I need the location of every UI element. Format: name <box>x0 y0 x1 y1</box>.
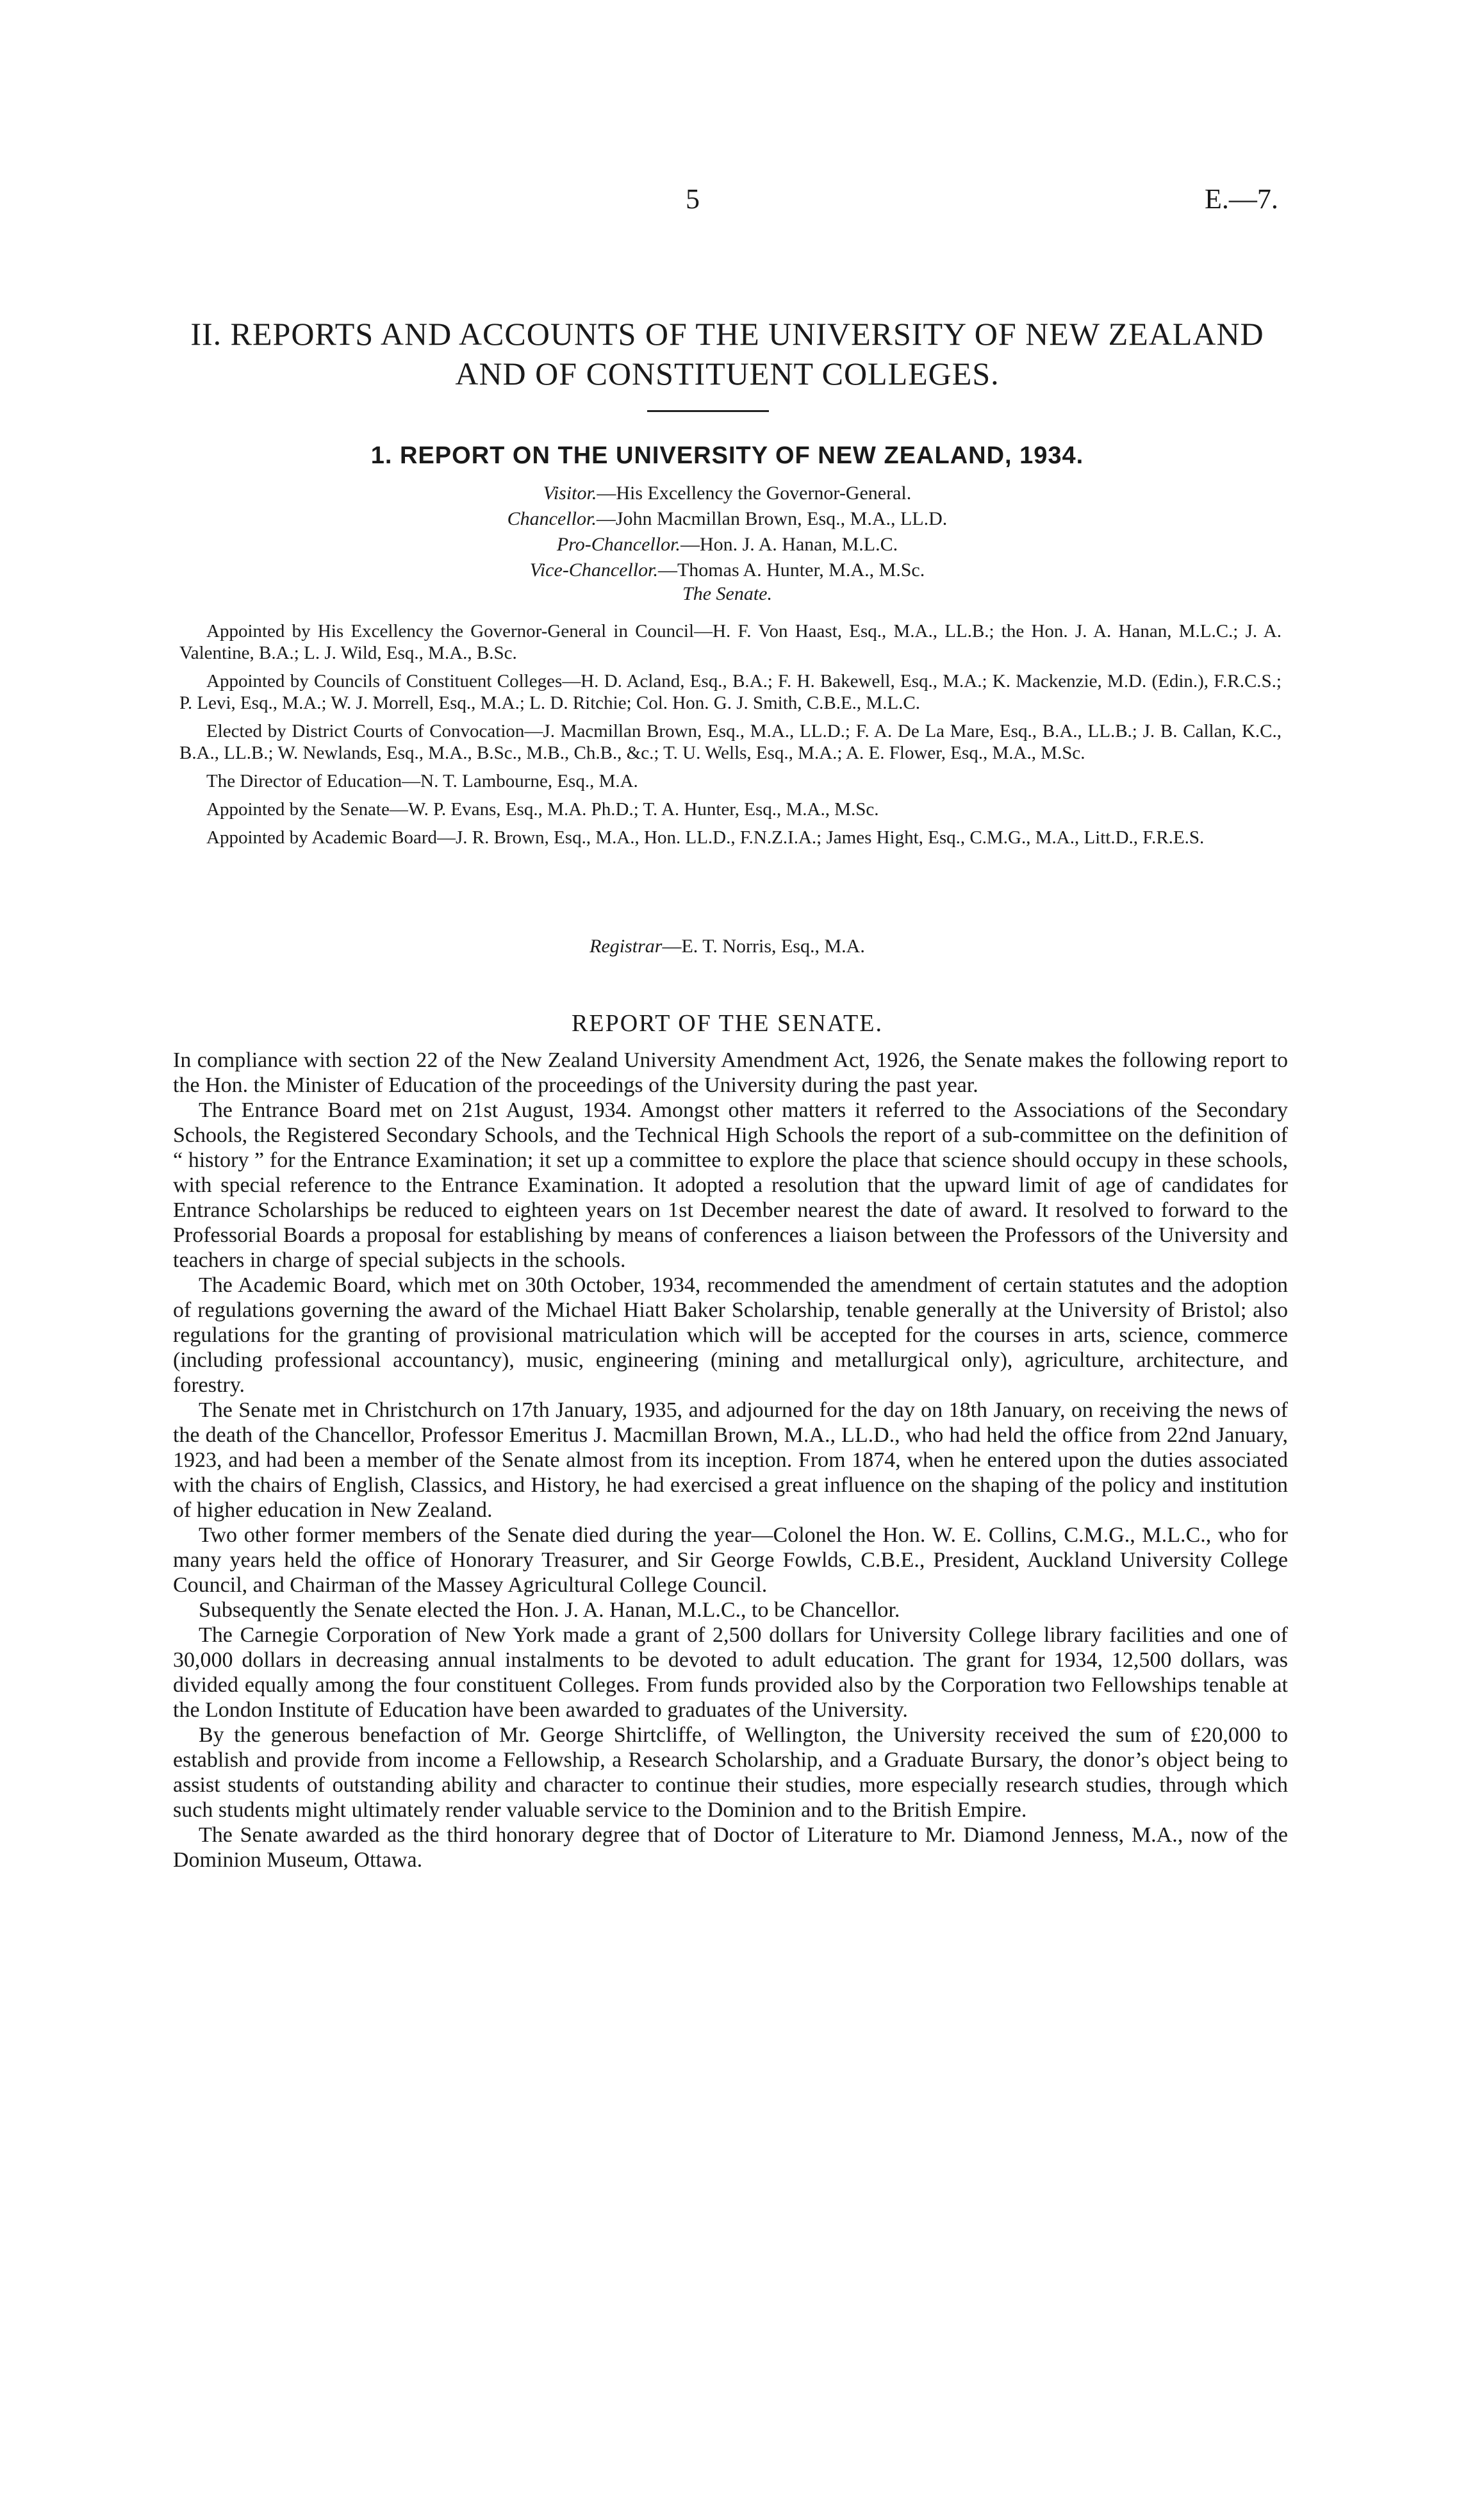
officers-list <box>154 481 1301 583</box>
body-paragraph: The Senate awarded as the third honorary degree that of Doctor of Literature to Mr. Diamond Jenness, M.A., now of the Dominion Museum, Ottawa. <box>173 1823 1288 1872</box>
report-heading: REPORT OF THE SENATE. <box>572 1010 883 1037</box>
body-paragraph: In compliance with section 22 of the New Zealand University Amendment Act, 1926, the Senate makes the following report to the Hon. the Minister of Education of the proceedings of the University during the past year. <box>173 1048 1288 1097</box>
body-paragraph: The Carnegie Corporation of New York made a grant of 2,500 dollars for University College library facilities and one of 30,000 dollars in decreasing annual instalments to be devoted to adult education. The grant for 1934, 12,500 dollars, was divided equally among the four constituent Colleges. From funds provided also by the Corporation two Fellowships tenable at the London Institute of Education have been awarded to graduates of the University. <box>173 1623 1288 1722</box>
senate-appointments <box>179 620 1282 855</box>
document-reference: E.—7. <box>1205 183 1278 215</box>
body-paragraph: The Senate met in Christchurch on 17th January, 1935, and adjourned for the day on 18th January, on receiving the news of the death of the Chancellor, Professor Emeritus J. Macmillan Brown, M.A., LL.D., who had held the office from 22nd January, 1923, and had been a member of the Senate almost from its inception. From 1874, when he entered upon the duties associated with the chairs of English, Classics, and History, he had exercised a great influence on the shaping of the policy and institution of higher education in New Zealand. <box>173 1398 1288 1522</box>
body-paragraph: The Academic Board, which met on 30th October, 1934, recommended the amendment of certain statutes and the adoption of regulations governing the award of the Michael Hiatt Baker Scholarship, tenable generally at the University of Bristol; also regulations for the granting of provisional matriculation which will be accepted for the courses in arts, science, commerce (including professional accountancy), music, engineering (mining and metallurgical only), agriculture, architecture, and forestry. <box>173 1273 1288 1397</box>
title-divider <box>647 410 769 412</box>
body-paragraph: By the generous benefaction of Mr. George Shirtcliffe, of Wellington, the University received the sum of £20,000 to establish and provide from income a Fellowship, a Research Scholarship, and a Graduate Bursary, the donor’s object being to assist students of outstanding ability and character to continue their studies, more especially research studies, through which such students might ultimately render valuable service to the Dominion and to the British Empire. <box>173 1723 1288 1822</box>
report-body <box>173 1048 1288 1873</box>
body-paragraph: The Entrance Board met on 21st August, 1934. Amongst other matters it referred to the Associations of the Secondary Schools, the Registered Secondary Schools, and the Technical High Schools the report of a sub-committee on the definition of “ history ” for the Entrance Examination; it set up a committee to explore the place that science should occupy in these schools, with special reference to the Entrance Examination. It adopted a resolution that the upward limit of age of candidates for Entrance Scholarships be reduced to eighteen years on 1st December nearest the date of award. It resolved to forward to the Professorial Boards a proposal for establishing by means of conferences a liaison between the Professors of the University and teachers in charge of special subjects in the schools. <box>173 1098 1288 1272</box>
appointment-entry: Appointed by the Senate—W. P. Evans, Esq., M.A. Ph.D.; T. A. Hunter, Esq., M.A., M.Sc. <box>206 799 879 820</box>
appointment-entry: Appointed by Academic Board—J. R. Brown, Esq., M.A., Hon. LL.D., F.N.Z.I.A.; James Hight, Esq., C.M.G., M.A., Litt.D., F.R.E.S. <box>206 827 1205 848</box>
section-title: II. REPORTS AND ACCOUNTS OF THE UNIVERSITY OF NEW ZEALAND AND OF CONSTITUENT COLLEGES. <box>190 316 1264 392</box>
appointment-entry: Appointed by Councils of Constituent Colleges—H. D. Acland, Esq., B.A.; F. H. Bakewell, Esq., M.A.; K. Mackenzie, M.D. (Edin.), F.R.C.S.; P. Levi, Esq., M.A.; W. J. Morrell, Esq., M.A.; L. D. Ritchie; Col. Hon. G. J. Smith, C.B.E., M.L.C. <box>179 671 1282 713</box>
officer-visitor: Visitor.—His Excellency the Governor-General. <box>543 483 912 504</box>
officer-chancellor: Chancellor.—John Macmillan Brown, Esq., M.A., LL.D. <box>507 508 948 529</box>
body-paragraph: Subsequently the Senate elected the Hon. J. A. Hanan, M.L.C., to be Chancellor. <box>199 1598 900 1622</box>
appointment-entry: Appointed by His Excellency the Governor-General in Council—H. F. Von Haast, Esq., M.A., LL.B.; the Hon. J. A. Hanan, M.L.C.; J. A. Valentine, B.A.; L. J. Wild, Esq., M.A., B.Sc. <box>179 621 1282 663</box>
appointment-entry: The Director of Education—N. T. Lambourne, Esq., M.A. <box>206 771 638 791</box>
officer-pro-chancellor: Pro-Chancellor.—Hon. J. A. Hanan, M.L.C. <box>556 534 898 555</box>
appointment-entry: Elected by District Courts of Convocation—J. Macmillan Brown, Esq., M.A., LL.D.; F. A. De La Mare, Esq., B.A., LL.B.; J. B. Callan, K.C., B.A., LL.B.; W. Newlands, Esq., M.A., B.Sc., M.B., Ch.B., &c.; T. U. Wells, Esq., M.A.; A. E. Flower, Esq., M.A., M.Sc. <box>179 721 1282 763</box>
report-title: 1. REPORT ON THE UNIVERSITY OF NEW ZEALAND, 1934. <box>370 442 1084 469</box>
registrar-line: Registrar—E. T. Norris, Esq., M.A. <box>589 936 865 957</box>
senate-heading: The Senate. <box>682 583 772 604</box>
body-paragraph: Two other former members of the Senate died during the year—Colonel the Hon. W. E. Collins, C.M.G., M.L.C., who for many years held the office of Honorary Treasurer, and Sir George Fowlds, C.B.E., President, Auckland University College Council, and Chairman of the Massey Agricultural College Council. <box>173 1523 1288 1597</box>
page-number: 5 <box>686 183 700 215</box>
officer-vice-chancellor: Vice-Chancellor.—Thomas A. Hunter, M.A., M.Sc. <box>529 559 925 581</box>
